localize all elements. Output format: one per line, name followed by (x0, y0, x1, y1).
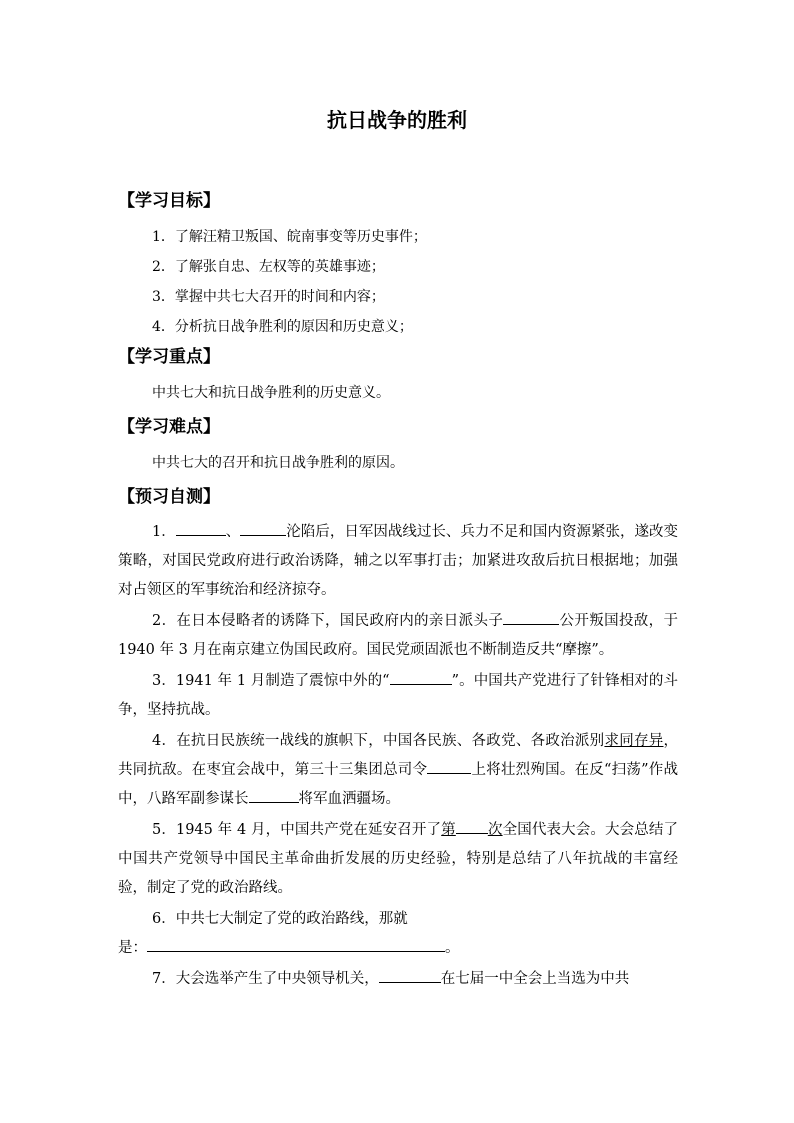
question-1 (118, 518, 678, 605)
section-heading-key: 【学习重点】 (118, 347, 220, 367)
answer-blank[interactable] (240, 521, 286, 536)
answer-blank[interactable] (249, 788, 299, 803)
goal-item: 3．掌握中共七大召开的时间和内容； (152, 289, 385, 305)
answer-blank[interactable] (390, 670, 452, 685)
answer-blank[interactable] (456, 819, 488, 834)
answer-blank[interactable] (503, 610, 559, 625)
answer-blank[interactable] (427, 759, 471, 774)
goal-item: 2．了解张自忠、左权等的英雄事迹； (152, 259, 385, 275)
question-text: 2．在日本侵略者的诱降下，国民政府内的亲日派头子 (152, 613, 504, 629)
question-text: 全国代表大会。大会总结了中国共产党领导中国民主革命曲折发展的历史经验，特别是总结了八年抗战的丰富经验，制定了党的政治路线。 (118, 822, 679, 896)
section-heading-goals: 【学习目标】 (118, 191, 220, 211)
question-text: 在七届一中全会上当选为中共 (440, 971, 630, 987)
question-text: 4．在抗日民族统一战线的旗帜下，中国各民族、各政党、各政治派别 (152, 733, 605, 749)
underlined-ordinal-prefix: 第 (441, 822, 456, 838)
section-heading-difficult: 【学习难点】 (118, 417, 220, 437)
question-2 (118, 607, 678, 665)
key-point-text: 中共七大和抗日战争胜利的历史意义。 (152, 385, 390, 401)
answer-blank[interactable] (176, 521, 226, 536)
separator: 、 (225, 524, 241, 540)
question-text: 5．1945 年 4 月，中国共产党在延安召开了 (152, 822, 442, 838)
difficult-point-text: 中共七大的召开和抗日战争胜利的原因。 (152, 455, 404, 471)
question-7 (118, 965, 678, 994)
question-number: 1． (152, 524, 176, 540)
answer-blank[interactable] (379, 968, 441, 983)
question-text: 沦陷后，日军因战线过长、兵力不足和国内资源紧张，遂改变策略，对国民党政府进行政治诱降，辅之以军事打击；加紧进攻敌后抗日根据地；加强对占领区的军事统治和经济掠夺。 (118, 524, 679, 598)
underlined-ordinal-suffix: 次 (487, 822, 503, 838)
question-text: 6．中共七大制定了党的政治路线，那就 (152, 911, 408, 927)
question-6-continued (118, 934, 678, 963)
goal-item: 1．了解汪精卫叛国、皖南事变等历史事件； (152, 229, 427, 245)
underlined-term: 求同存异 (604, 733, 664, 749)
question-text: 3．1941 年 1 月制造了震惊中外的“ (152, 673, 390, 689)
question-text: 上将壮烈殉国。在反“扫荡”作战中，八路军副参谋长 (118, 762, 678, 807)
page-title: 抗日战争的胜利 (327, 108, 467, 132)
question-4 (118, 727, 678, 814)
question-5 (118, 816, 678, 903)
question-text: ，共同抗敌。在枣宜会战中，第三十三集团总司令 (118, 733, 678, 778)
question-text: 7．大会选举产生了中央领导机关， (152, 971, 379, 987)
goal-item: 4．分析抗日战争胜利的原因和历史意义； (152, 319, 413, 335)
question-6 (118, 905, 678, 934)
question-text: 是： (118, 940, 147, 956)
question-text: 。 (445, 940, 460, 956)
answer-blank[interactable] (147, 937, 445, 952)
question-text: 将军血洒疆场。 (298, 791, 400, 807)
document-body (118, 186, 678, 994)
section-heading-preview: 【预习自测】 (118, 487, 220, 507)
question-text: 公开叛国投敌，于 1940 年 3 月在南京建立伪国民政府。国民党顽固派也不断制造反共“摩擦”。 (118, 613, 679, 658)
question-text: ”。中国共产党进行了针锋相对的斗争，坚持抗战。 (118, 673, 678, 718)
question-3 (118, 667, 678, 725)
